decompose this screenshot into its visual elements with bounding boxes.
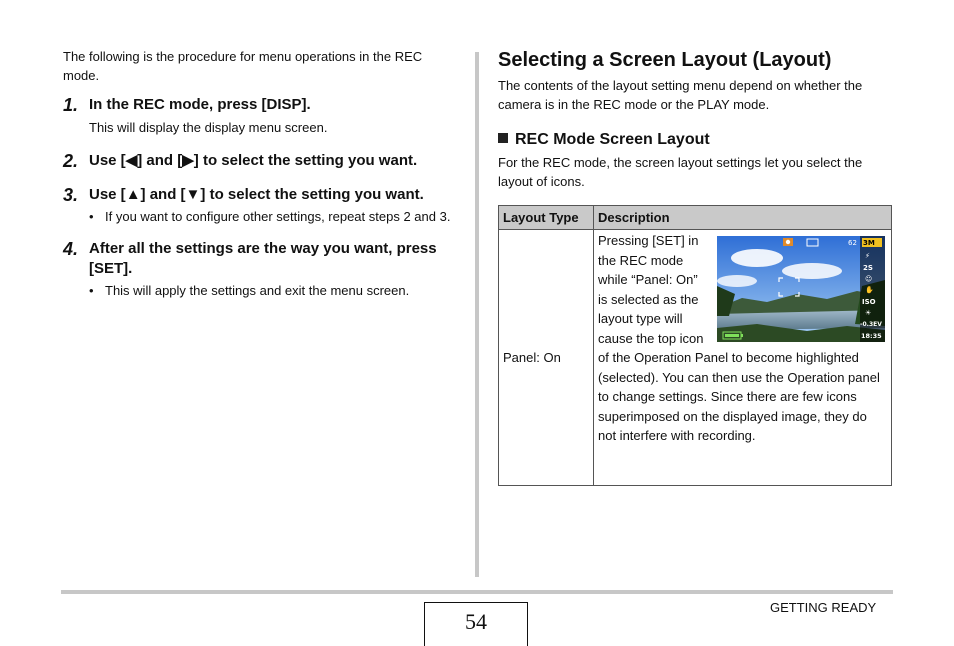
up-arrow-icon: ▲: [125, 186, 141, 203]
description-text: Pressing [SET] in the REC mode while “Panel: On” is selected as the layout type will cause the top icon of the Operation Panel to become highlighted (selected). You can then use the Operation panel to change settings. Since there are few icons superimposed on the displayed image, they do not interfere with recording.: [598, 233, 880, 443]
step-title: After all the settings are the way you want, press [SET].: [89, 240, 437, 277]
subsection-title-text: REC Mode Screen Layout: [515, 131, 710, 148]
subsection-title: [498, 130, 893, 150]
camera-screen-image: [717, 236, 885, 342]
left-arrow-icon: ◀: [125, 152, 138, 169]
step-4: [63, 239, 458, 300]
white-balance-icon: ☀: [865, 309, 872, 317]
flash-icon: ⚡: [865, 252, 870, 260]
step-title: [89, 151, 458, 171]
step-title-part: Use [: [89, 152, 126, 169]
right-arrow-icon: ▶: [182, 152, 194, 169]
layout-table: [498, 205, 892, 486]
step-title-part: ] and [: [140, 186, 186, 203]
subsection-intro: For the REC mode, the screen layout settings let you select the layout of icons.: [498, 155, 863, 189]
image-size-label: 3M: [863, 239, 875, 247]
section-intro: The contents of the layout setting menu depend on whether the camera is in the REC mode or the PLAY mode.: [498, 78, 863, 112]
step-title-part: ] and [: [137, 152, 183, 169]
time-label: 18:35: [861, 332, 882, 340]
face-detect-icon: ☺: [865, 275, 873, 283]
shots-remaining: 62: [848, 239, 857, 247]
table-header-description: Description: [594, 206, 892, 230]
square-bullet-icon: [498, 133, 508, 143]
step-2: [63, 151, 458, 171]
step-number: 4.: [63, 239, 79, 259]
footer-rule: [61, 590, 893, 594]
ev-label: -0.3EV: [860, 321, 882, 328]
page-number: 54: [424, 602, 528, 646]
step-3: [63, 185, 458, 226]
table-header-layout-type: Layout Type: [499, 206, 594, 230]
self-timer-label: 2S: [863, 264, 873, 272]
section-title: Selecting a Screen Layout (Layout): [498, 49, 832, 71]
anti-shake-icon: ✋: [865, 286, 874, 294]
step-number: 2.: [63, 151, 79, 171]
step-number: 3.: [63, 185, 79, 205]
intro-text: The following is the procedure for menu operations in the REC mode.: [63, 49, 423, 83]
column-divider: [475, 52, 479, 577]
step-title-part: ] to select the setting you want.: [200, 186, 424, 203]
step-1: [63, 95, 458, 137]
table-header-row: [499, 206, 892, 230]
table-cell-description: [594, 230, 892, 486]
step-title-part: Use [: [89, 186, 126, 203]
right-column: [498, 47, 893, 486]
section-label: GETTING READY: [770, 600, 877, 615]
table-cell-layout-type: Panel: On: [499, 230, 594, 486]
step-number: 1.: [63, 95, 79, 115]
step-bullet: • If you want to configure other settings, repeat steps 2 and 3.: [89, 207, 458, 226]
camera-screen-illustration: [717, 236, 885, 342]
step-description: This will display the display menu screen.: [89, 120, 328, 135]
step-title: In the REC mode, press [DISP].: [89, 96, 311, 113]
step-title-part: ] to select the setting you want.: [193, 152, 418, 169]
table-row: [499, 230, 892, 486]
down-arrow-icon: ▼: [185, 186, 201, 203]
iso-label: ISO: [862, 298, 876, 306]
left-column: [63, 47, 458, 300]
step-title: [89, 185, 458, 205]
step-bullet: • This will apply the settings and exit the menu screen.: [89, 281, 458, 300]
